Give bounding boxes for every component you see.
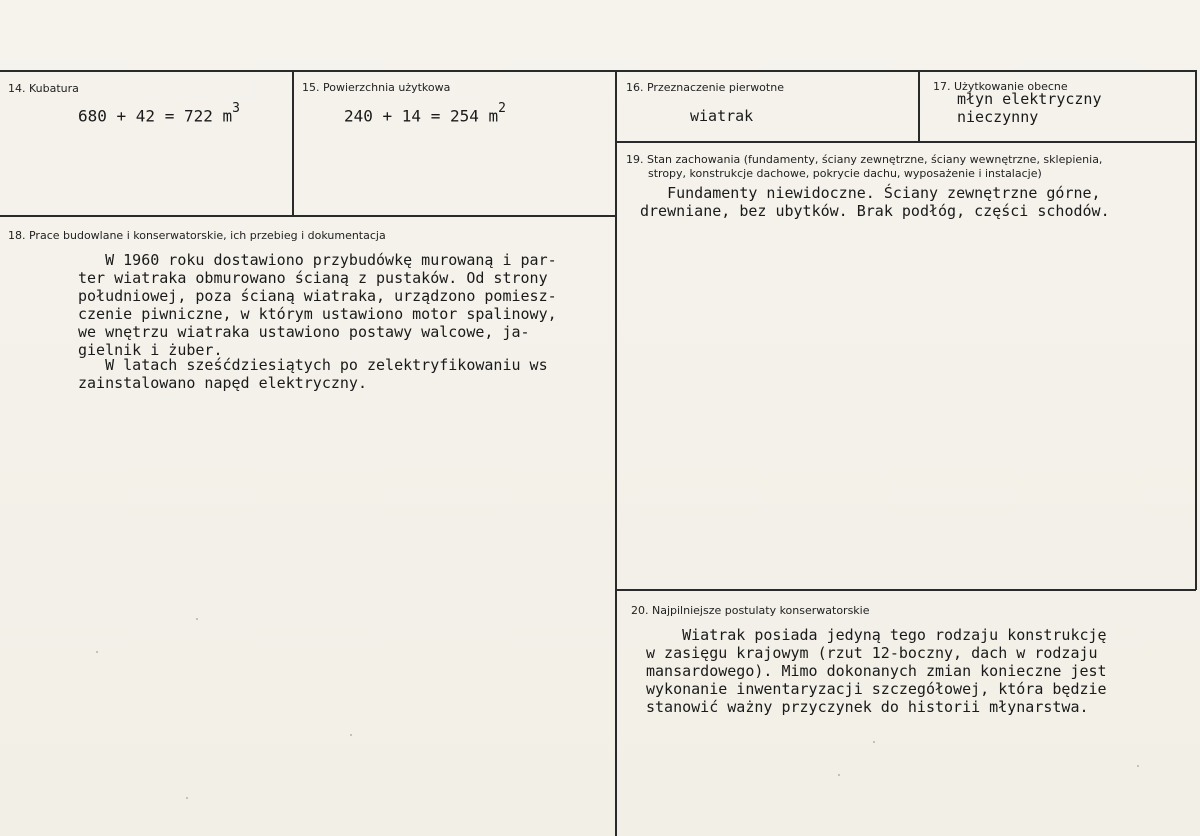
postulates-text-line-3: mansardowego). Mimo dokonanych zmian konieczne jest [646, 662, 1107, 680]
current-use-line-1: młyn elektryczny [957, 90, 1102, 108]
works-text-line-3: południowej, poza ścianą wiatraka, urządzono pomiesz- [78, 287, 557, 305]
divider-14-15 [292, 70, 294, 216]
original-purpose-value: wiatrak [690, 107, 754, 125]
section-15-label: 15. Powierzchnia użytkowa [302, 81, 451, 94]
right-edge [1195, 70, 1197, 590]
condition-text-line-2: drewniane, bez ubytków. Brak podłóg, części schodów. [640, 202, 1110, 220]
rule-under-14-15 [0, 215, 616, 217]
section-19-label-line-1: 19. Stan zachowania (fundamenty, ściany zewnętrzne, ściany wewnętrzne, sklepienia, [626, 153, 1103, 166]
divider-16-17 [918, 70, 920, 142]
cubature-value: 680 + 42 = 722 m [78, 106, 233, 126]
postulates-text-line-5: stanowić ważny przyczynek do historii młynarstwa. [646, 698, 1089, 716]
works-text-line-2: ter wiatraka obmurowano ścianą z pustaków. Od strony [78, 269, 548, 287]
current-use-line-2: nieczynny [957, 108, 1039, 126]
paper-speck [196, 618, 198, 620]
works-text-line-6: gielnik i żuber. [78, 341, 223, 359]
section-18-label: 18. Prace budowlane i konserwatorskie, ich przebieg i dokumentacja [8, 229, 386, 242]
paper-speck [350, 734, 352, 736]
condition-text-line-1: Fundamenty niewidoczne. Ściany zewnętrzne górne, [640, 184, 1101, 202]
section-14-label: 14. Kubatura [8, 82, 79, 95]
section-15-formula [344, 101, 506, 126]
cubature-exponent: 3 [232, 101, 240, 116]
section-17-label: 17. Użytkowanie obecne [933, 80, 1068, 93]
paper-speck [96, 651, 98, 653]
rule-under-16-17 [615, 141, 1196, 143]
rule-under-19 [615, 589, 1196, 591]
section-19-label-line-2: stropy, konstrukcje dachowe, pokrycie dachu, wyposażenie i instalacje) [648, 167, 1042, 180]
top-rule [0, 70, 1196, 72]
area-value: 240 + 14 = 254 m [344, 106, 499, 126]
paper-speck [1137, 765, 1139, 767]
works-text-line-7: W latach sześćdziesiątych po zelektryfikowaniu ws [78, 356, 548, 374]
area-exponent: 2 [498, 101, 506, 116]
section-20-label: 20. Najpilniejsze postulaty konserwatorskie [631, 604, 870, 617]
section-14-formula [78, 101, 240, 126]
postulates-text-line-1: Wiatrak posiada jedyną tego rodzaju konstrukcję [646, 626, 1107, 644]
postulates-text-line-2: w zasięgu krajowym (rzut 12-boczny, dach w rodzaju [646, 644, 1098, 662]
works-text-line-5: we wnętrzu wiatraka ustawiono postawy walcowe, ja- [78, 323, 530, 341]
section-16-label: 16. Przeznaczenie pierwotne [626, 81, 784, 94]
paper-speck [838, 774, 840, 776]
paper-speck [186, 797, 188, 799]
works-text-line-1: W 1960 roku dostawiono przybudówkę murowaną i par- [78, 251, 557, 269]
postulates-text-line-4: wykonanie inwentaryzacji szczegółowej, która będzie [646, 680, 1107, 698]
paper-speck [873, 741, 875, 743]
works-text-line-8: zainstalowano napęd elektryczny. [78, 374, 367, 392]
works-text-line-4: czenie piwniczne, w którym ustawiono motor spalinowy, [78, 305, 557, 323]
center-divider [615, 70, 617, 836]
